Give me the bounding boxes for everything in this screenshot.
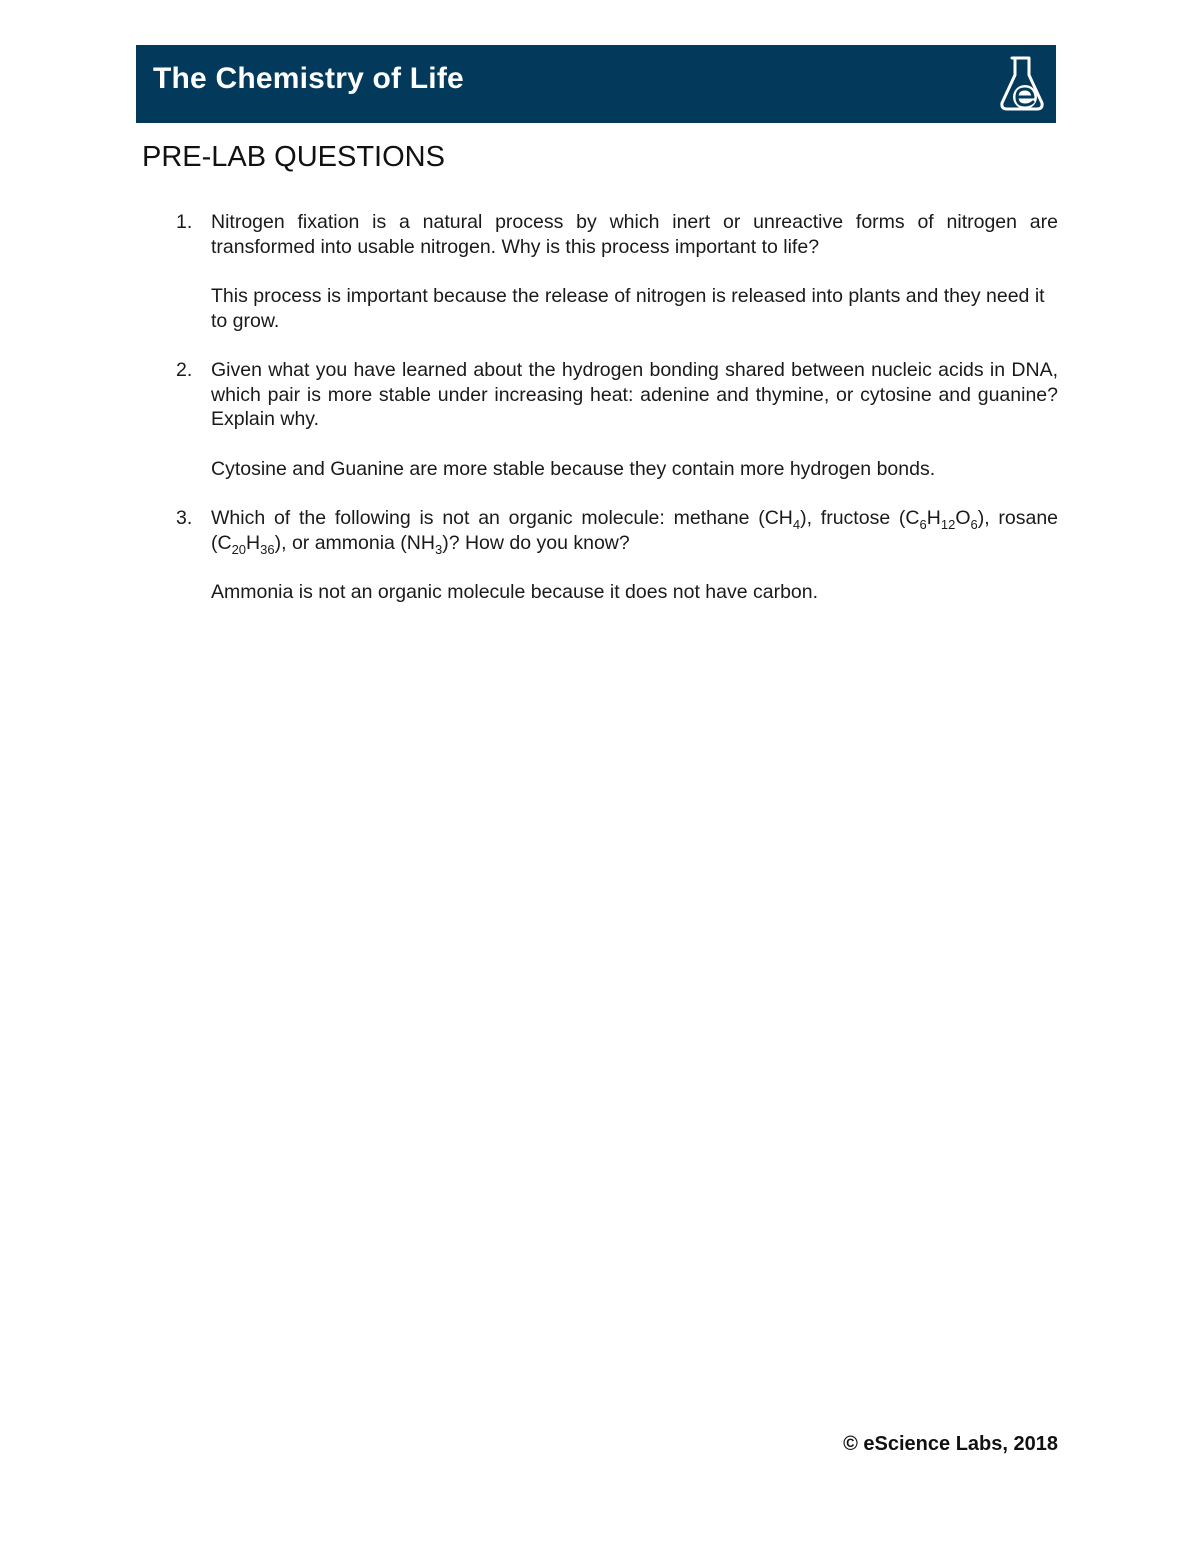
question-text: Nitrogen fixation is a natural process by which inert or unreactive forms of nitrogen are transformed into usable nitrogen. Why is this process important to life?	[211, 211, 1058, 258]
section-heading: PRE-LAB QUESTIONS	[142, 141, 445, 173]
question-item	[170, 506, 1058, 605]
question-number: 1.	[176, 211, 193, 233]
answer-text: Cytosine and Guanine are more stable because they contain more hydrogen bonds.	[211, 457, 936, 480]
question-list	[170, 210, 1058, 630]
question-item	[170, 210, 1058, 333]
page-header	[136, 45, 1056, 123]
flask-e-logo-icon	[998, 53, 1046, 115]
question-number: 3.	[176, 507, 193, 529]
answer-text: Ammonia is not an organic molecule because it does not have carbon.	[211, 581, 819, 603]
question-item	[170, 358, 1058, 481]
question-text: Which of the following is not an organic molecule: methane $(CH_4)$, fructose $(C_6H_{12}O_6)$, rosane $(C_{20}H_{36})$, or ammonia $(NH_3)$? How do you know?	[211, 507, 1059, 557]
copyright-footer: © eScience Labs, 2018	[843, 1433, 1058, 1455]
answer-text: This process is important because the release of nitrogen is released into plants and they need it to grow.	[211, 285, 1045, 332]
question-text: Given what you have learned about the hydrogen bonding shared between nucleic acids in DNA, which pair is more stable under increasing heat: adenine and thymine, or cytosine and guanine? Explain why.	[211, 359, 1058, 430]
header-title: The Chemistry of Life	[153, 62, 464, 95]
question-number: 2.	[176, 359, 193, 381]
